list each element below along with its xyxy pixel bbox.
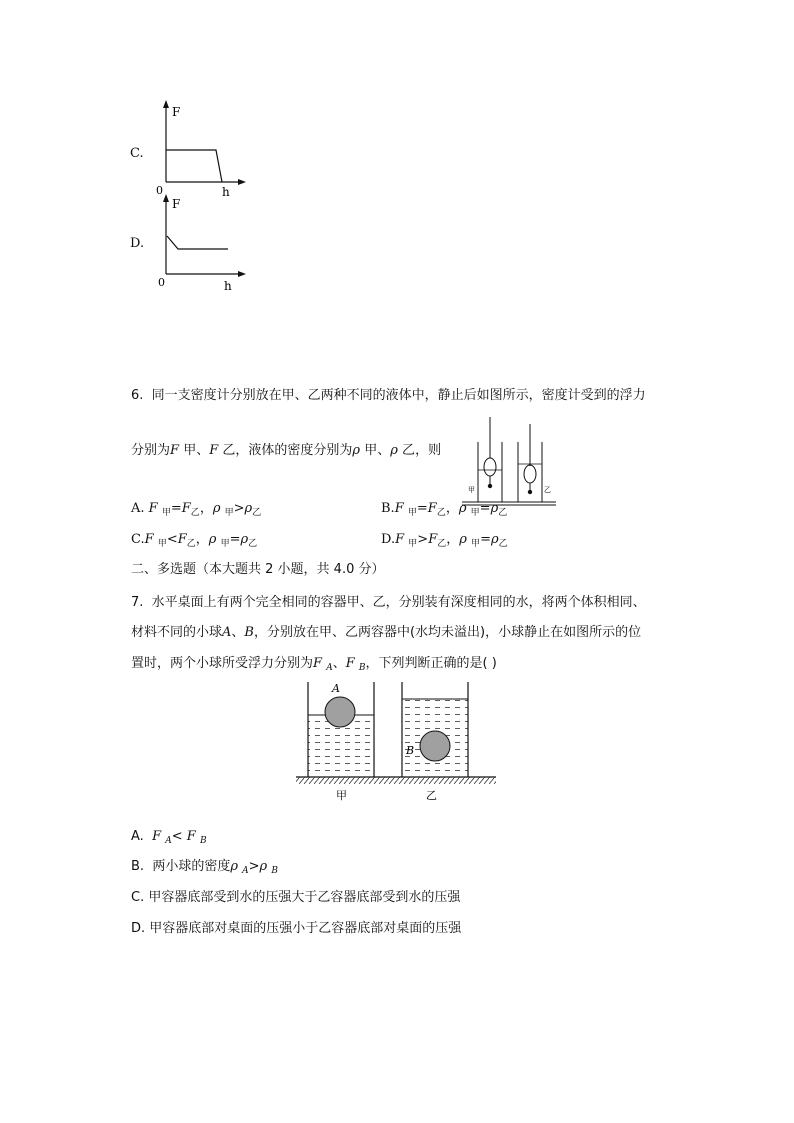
graph-c-curve: [166, 150, 222, 182]
option-c-label: C.: [130, 146, 144, 161]
q7-option-b[interactable]: [131, 858, 278, 877]
q6-sub-yi: 乙: [186, 539, 196, 549]
q6-sub-yi: 乙: [248, 539, 258, 549]
graph-c: [150, 98, 260, 198]
q6-sub-jia: 甲: [224, 508, 234, 518]
q6-sub-yi: 乙: [498, 539, 508, 549]
q6-option-c-rho-rel: =: [229, 532, 241, 547]
q7-rho-symbol: ρ: [259, 859, 268, 874]
q7-line1: [131, 594, 646, 612]
q6-sub-jia: 甲: [408, 539, 418, 549]
q6-rho-symbol: ρ: [458, 501, 467, 516]
q6-f-symbol: F: [427, 501, 437, 516]
q6-option-d-f-rel: >: [417, 532, 429, 547]
graph-c-x-arrow: [238, 179, 246, 185]
q7-stem-3b: ，下列判断正确的是( ): [365, 656, 497, 671]
q6-comma: ，: [445, 501, 459, 516]
graph-d-origin: 0: [158, 276, 165, 289]
q6-number: 6.: [131, 388, 144, 403]
q6-rho-symbol: ρ: [244, 501, 253, 516]
q6-stem-2a: 分别为: [131, 443, 171, 458]
q6-sub-jia: 甲: [407, 508, 417, 518]
q7-option-a[interactable]: [131, 828, 207, 847]
q7-rho-symbol: ρ: [230, 859, 238, 874]
q6-option-c-label: C.: [131, 532, 145, 547]
q6-rho-symbol: ρ: [390, 443, 398, 458]
q6-option-a-label: A.: [131, 501, 145, 516]
q6-option-d-rho-rel: =: [480, 532, 491, 547]
q6-option-a-f-rel: =: [170, 501, 182, 516]
q7-f-symbol: F: [313, 656, 323, 671]
q6-line1: [131, 387, 646, 405]
q6-rho-symbol: ρ: [352, 443, 361, 458]
q6-f-symbol: F: [148, 501, 158, 516]
q7-f-symbol: F: [152, 829, 162, 844]
q6-f-symbol: F: [170, 443, 180, 458]
q6-sub-yi: 乙: [402, 443, 416, 458]
q6-option-d-label: D.: [381, 532, 396, 547]
q6-sub-jia: 甲: [183, 443, 197, 458]
q6-line2: [131, 442, 441, 460]
q6-figure-hydrometers: [462, 412, 560, 512]
q6-stem-2b: ，液体的密度分别为: [235, 443, 353, 458]
q7-fig-container-jia: [308, 682, 374, 777]
q7-stem-2a: 材料不同的小球: [131, 625, 223, 640]
q6-sub-yi: 乙: [252, 508, 262, 518]
q6-sub-yi: 乙: [436, 508, 446, 518]
q6-sub-yi: 乙: [498, 508, 508, 518]
graph-d-x-arrow: [238, 271, 246, 277]
q6-sub-jia: 甲: [220, 539, 230, 549]
q6-sub-yi: 乙: [437, 539, 447, 549]
q7-stem-2b: ，分别放在甲、乙两容器中(水均未溢出)，小球静止在如图所示的位: [253, 625, 642, 640]
q7-stem-1: 水平桌面上有两个完全相同的容器甲、乙，分别装有深度相同的水，将两个体积相同、: [151, 595, 646, 610]
q7-option-a-rel: <: [171, 829, 183, 844]
q6-rho-symbol: ρ: [240, 532, 249, 547]
q7-line2: [131, 624, 641, 642]
q6-option-b[interactable]: [381, 500, 507, 519]
q6-rho-symbol: ρ: [490, 532, 499, 547]
q6-sub-jia: 甲: [364, 443, 378, 458]
q7-f-symbol: F: [345, 656, 355, 671]
q6-sub-yi: 乙: [190, 508, 200, 518]
q7-fig-label-a: A: [332, 682, 340, 695]
q7-stem-3a: 置时，两个小球所受浮力分别为: [131, 656, 314, 671]
q6-option-b-rho-rel: =: [479, 501, 491, 516]
q6-sep: 、: [377, 443, 391, 458]
q6-fig-cylinder-jia: [478, 417, 502, 502]
q6-f-symbol: F: [181, 501, 191, 516]
q7-option-b-rel: >: [248, 859, 260, 874]
q6-option-d[interactable]: [381, 531, 508, 550]
q6-sub-yi: 乙: [222, 443, 236, 458]
q6-rho-symbol: ρ: [459, 532, 467, 547]
graph-d-curve: [167, 236, 228, 249]
q6-rho-symbol: ρ: [212, 501, 221, 516]
graph-d-y-arrow: [163, 194, 169, 202]
q7-sub-b: B: [271, 866, 278, 876]
graph-d-y-label: F: [172, 197, 181, 211]
q6-rho-symbol: ρ: [490, 501, 499, 516]
q6-f-symbol: F: [428, 532, 438, 547]
q6-rho-symbol: ρ: [208, 532, 217, 547]
q7-option-c[interactable]: C. 甲容器底部受到水的压强大于乙容器底部受到水的压强: [131, 890, 461, 905]
q6-stem-1: 同一支密度计分别放在甲、乙两种不同的液体中，静止后如图所示，密度计受到的浮力: [151, 388, 646, 403]
q6-option-b-label: B.: [381, 501, 395, 516]
q7-sub-b: B: [358, 663, 366, 673]
q7-fig-ground-hatch: [296, 777, 496, 784]
graph-d: [150, 192, 260, 296]
q7-option-a-label: A.: [131, 829, 144, 844]
q7-ball-a-symbol: A: [222, 625, 232, 640]
q7-number: 7.: [131, 595, 144, 610]
q6-comma: ，: [195, 532, 209, 547]
q7-sub-a: A: [165, 836, 172, 846]
graph-c-y-arrow: [163, 100, 169, 108]
graph-c-x-label: h: [222, 185, 230, 198]
q6-sub-jia: 甲: [471, 539, 481, 549]
q6-comma: ，: [199, 501, 213, 516]
section-2-title: 二、多选题（本大题共 2 小题，共 4.0 分）: [131, 562, 385, 577]
q7-sub-b: B: [199, 836, 207, 846]
q7-fig-label-jia: 甲: [336, 789, 347, 802]
q7-sub-a: A: [242, 866, 249, 876]
graph-d-x-label: h: [224, 279, 232, 293]
q6-option-a-rho-rel: >: [233, 501, 245, 516]
q6-sep: 、: [196, 443, 210, 458]
q6-option-a[interactable]: [131, 500, 261, 519]
q7-fig-ball-a: [325, 697, 355, 727]
q7-ball-b-symbol: B: [244, 625, 254, 640]
q7-option-b-label: B.: [131, 859, 145, 874]
q6-f-symbol: F: [395, 532, 405, 547]
q6-sub-jia: 甲: [470, 508, 480, 518]
q6-f-symbol: F: [394, 501, 404, 516]
q7-figure-containers: [294, 676, 500, 804]
q7-line3: [131, 655, 497, 674]
q6-stem-2c: ，则: [415, 443, 442, 458]
q7-f-symbol: F: [186, 829, 196, 844]
graph-c-origin: 0: [156, 184, 163, 197]
q6-sub-jia: 甲: [161, 508, 171, 518]
q7-fig-container-yi: [402, 682, 468, 777]
q6-f-symbol: F: [177, 532, 187, 547]
option-d-label: D.: [130, 236, 145, 251]
q7-option-b-text: 两小球的密度: [152, 859, 231, 874]
q6-option-c-f-rel: <: [166, 532, 178, 547]
q7-sep: 、: [332, 656, 346, 671]
q6-fig-cylinder-yi: [518, 424, 542, 502]
graph-c-y-label: F: [172, 105, 181, 119]
q6-sub-jia: 甲: [157, 539, 167, 549]
q6-option-c[interactable]: [131, 531, 257, 550]
q6-comma: ，: [446, 532, 460, 547]
q6-option-b-f-rel: =: [416, 501, 428, 516]
q7-fig-ball-b: [420, 731, 450, 761]
q7-sub-a: A: [326, 663, 333, 673]
q7-fig-label-b: B: [406, 744, 415, 757]
q7-fig-label-yi: 乙: [426, 789, 437, 802]
q6-fig-label-yi: 乙: [544, 486, 551, 494]
q6-fig-label-jia: 甲: [468, 486, 475, 494]
q7-sep: 、: [231, 625, 245, 640]
q6-f-symbol: F: [144, 532, 154, 547]
q7-option-d[interactable]: D. 甲容器底部对桌面的压强小于乙容器底部对桌面的压强: [131, 921, 462, 936]
q6-f-symbol: F: [209, 443, 219, 458]
